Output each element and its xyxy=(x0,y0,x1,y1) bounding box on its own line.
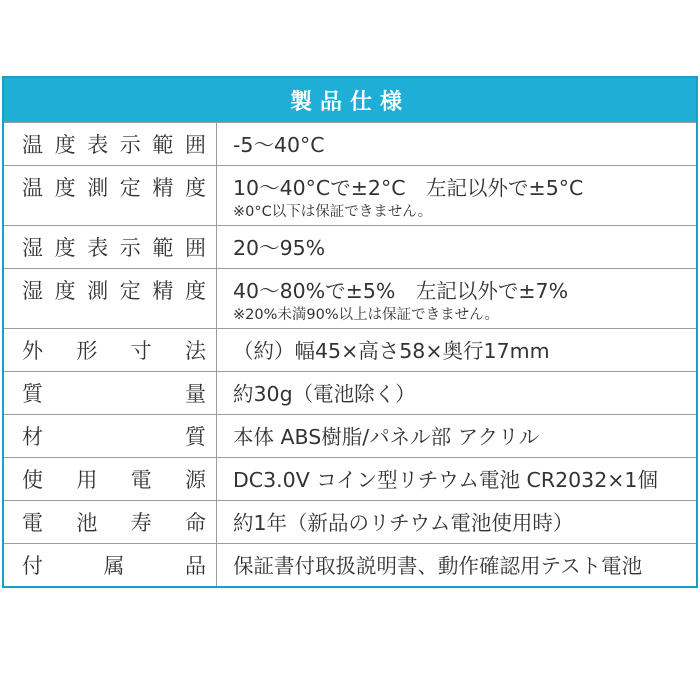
label-char: 品 xyxy=(185,554,206,578)
row-label xyxy=(4,372,217,414)
label-char: 温 xyxy=(22,133,43,157)
label-char: 度 xyxy=(184,279,206,303)
label-char: 範 xyxy=(152,236,174,260)
row-value: 10〜40°Cで±2°C 左記以外で±5°C xyxy=(233,176,584,200)
row-label xyxy=(4,544,217,586)
label-char: 度 xyxy=(54,279,76,303)
label-char: 囲 xyxy=(184,236,206,260)
row-note: ※20%未満90%以上は保証できません。 xyxy=(233,307,499,323)
row-value: 40〜80%で±5% 左記以外で±7% xyxy=(233,279,569,303)
label-char: 池 xyxy=(76,511,98,535)
row-label xyxy=(4,269,217,328)
label-char: 命 xyxy=(184,511,206,535)
row-value: 約30g（電池除く） xyxy=(233,382,416,406)
spec-row xyxy=(4,165,696,225)
spec-row xyxy=(4,122,696,165)
label-char: 示 xyxy=(119,133,141,157)
spec-row xyxy=(4,457,696,500)
label-char: 度 xyxy=(54,236,76,260)
label-char: 用 xyxy=(76,468,98,492)
row-label xyxy=(4,226,217,268)
label-char: 付 xyxy=(22,554,43,578)
spec-row xyxy=(4,371,696,414)
label-char: 質 xyxy=(22,382,43,406)
spec-row xyxy=(4,500,696,543)
row-value: 約1年（新品のリチウム電池使用時） xyxy=(233,511,574,535)
spec-title: 製品仕様 xyxy=(4,78,696,122)
label-char: 範 xyxy=(152,133,174,157)
spec-table xyxy=(2,76,698,588)
row-label xyxy=(4,501,217,543)
row-value: 保証書付取扱説明書、動作確認用テスト電池 xyxy=(233,554,643,578)
spec-row xyxy=(4,268,696,328)
row-value-cell xyxy=(217,269,696,328)
label-char: 寸 xyxy=(130,339,152,363)
label-char: 測 xyxy=(87,176,109,200)
label-char: 囲 xyxy=(184,133,206,157)
label-char: 度 xyxy=(54,176,76,200)
label-char: 精 xyxy=(152,176,174,200)
label-char: 表 xyxy=(87,133,109,157)
row-label xyxy=(4,415,217,457)
row-note: ※0°C以下は保証できません。 xyxy=(233,204,433,220)
label-char: 精 xyxy=(152,279,174,303)
label-char: 外 xyxy=(22,339,43,363)
row-value: 本体 ABS樹脂/パネル部 アクリル xyxy=(233,425,540,449)
spec-row xyxy=(4,328,696,371)
label-char: 測 xyxy=(87,279,109,303)
label-char: 属 xyxy=(103,554,125,578)
row-value: （約）幅45×高さ58×奥行17mm xyxy=(233,339,550,363)
label-char: 材 xyxy=(22,425,43,449)
label-char: 寿 xyxy=(130,511,152,535)
label-char: 示 xyxy=(119,236,141,260)
label-char: 量 xyxy=(185,382,206,406)
spec-row xyxy=(4,414,696,457)
label-char: 表 xyxy=(87,236,109,260)
row-label xyxy=(4,329,217,371)
label-char: 温 xyxy=(22,176,43,200)
label-char: 法 xyxy=(184,339,206,363)
label-char: 定 xyxy=(119,176,141,200)
label-char: 使 xyxy=(22,468,43,492)
label-char: 湿 xyxy=(22,236,43,260)
label-char: 電 xyxy=(130,468,152,492)
label-char: 電 xyxy=(22,511,43,535)
label-char: 湿 xyxy=(22,279,43,303)
spec-row xyxy=(4,225,696,268)
label-char: 定 xyxy=(119,279,141,303)
label-char: 質 xyxy=(185,425,206,449)
spec-row xyxy=(4,543,696,586)
label-char: 度 xyxy=(184,176,206,200)
row-value: -5〜40°C xyxy=(233,133,325,157)
label-char: 源 xyxy=(184,468,206,492)
row-label xyxy=(4,123,217,165)
row-label xyxy=(4,166,217,225)
row-value: 20〜95% xyxy=(233,236,326,260)
row-label xyxy=(4,458,217,500)
label-char: 度 xyxy=(54,133,76,157)
row-value-cell xyxy=(217,166,696,225)
label-char: 形 xyxy=(76,339,98,363)
row-value: DC3.0V コイン型リチウム電池 CR2032×1個 xyxy=(233,468,658,492)
